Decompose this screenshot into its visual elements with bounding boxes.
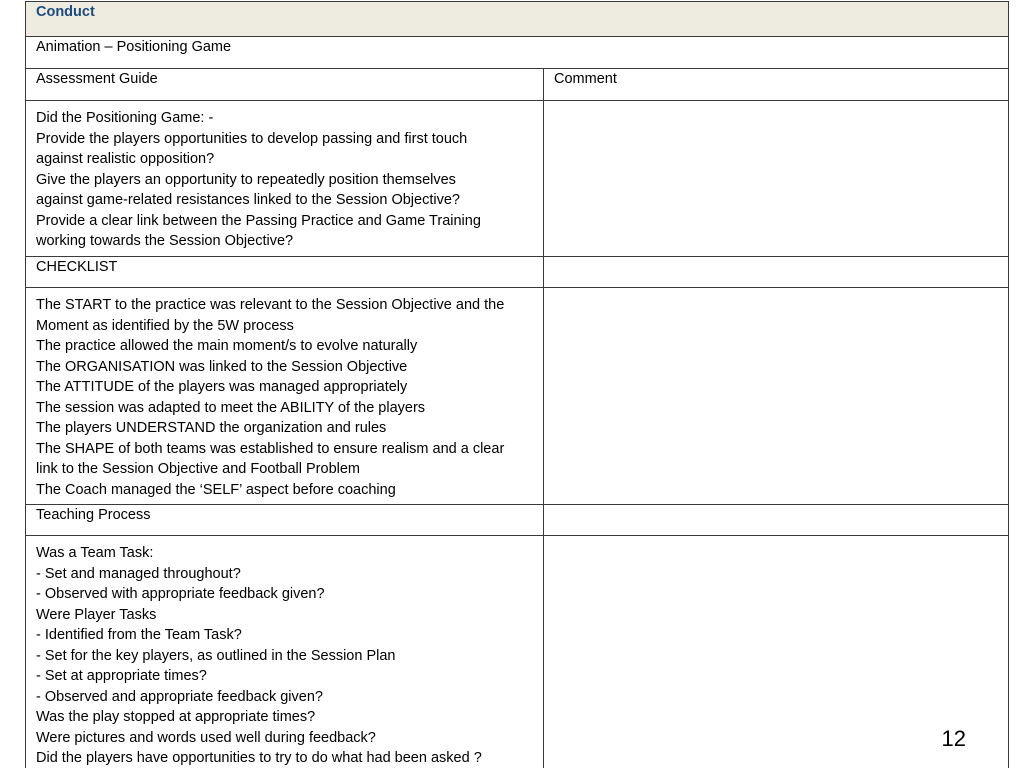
teaching-process-guide: [26, 536, 544, 768]
teaching-process-heading-row: [26, 505, 1009, 536]
subtitle-row: [26, 37, 1009, 69]
teaching-line: - Set for the key players, as outlined in the Session Plan: [36, 647, 396, 664]
teaching-line: Were Player Tasks: [36, 606, 157, 623]
guide-line: working towards the Session Objective?: [36, 233, 294, 249]
checklist-line: The ATTITUDE of the players was managed appropriately: [36, 379, 408, 395]
teaching-process-heading-comment[interactable]: [544, 505, 1009, 536]
teaching-line: Did the players have opportunities to try to do what had been asked ?: [36, 750, 482, 766]
title-row: [26, 2, 1009, 37]
checklist-line: link to the Session Objective and Football Problem: [36, 461, 361, 477]
positioning-game-row: [26, 101, 1009, 257]
checklist-heading-row: [26, 257, 1009, 288]
checklist-comment[interactable]: [544, 288, 1009, 505]
checklist-line: The SHAPE of both teams was established to ensure realism and a clear: [36, 440, 505, 457]
checklist-line: The players UNDERSTAND the organization and rules: [36, 420, 387, 436]
checklist-line: The Coach managed the ‘SELF’ aspect before coaching: [36, 481, 396, 498]
teaching-process-heading: Teaching Process: [26, 505, 544, 536]
positioning-game-comment[interactable]: [544, 101, 1009, 257]
teaching-line: - Identified from the Team Task?: [36, 627, 242, 643]
teaching-process-comment[interactable]: [544, 536, 1009, 768]
slide-number: 12: [941, 726, 966, 751]
checklist-heading: CHECKLIST: [26, 257, 544, 288]
teaching-line: Was a Team Task:: [36, 545, 154, 561]
assessment-guide-header: Assessment Guide: [26, 69, 544, 101]
guide-line: against realistic opposition?: [36, 151, 215, 167]
guide-line: against game-related resistances linked to the Session Objective?: [36, 192, 460, 208]
comment-header: Comment: [544, 69, 1009, 101]
checklist-line: The session was adapted to meet the ABILITY of the players: [36, 399, 426, 416]
teaching-process-row: [26, 536, 1009, 768]
teaching-line: Was the play stopped at appropriate times?: [36, 709, 316, 725]
guide-line: Provide the players opportunities to develop passing and first touch: [36, 130, 468, 147]
teaching-line: - Set at appropriate times?: [36, 668, 207, 684]
checklist-heading-comment[interactable]: [544, 257, 1009, 288]
checklist-row: [26, 288, 1009, 505]
section-title: Conduct: [26, 2, 1009, 37]
checklist-line: The START to the practice was relevant to the Session Objective and the: [36, 297, 505, 313]
teaching-line: - Observed and appropriate feedback given?: [36, 688, 323, 705]
checklist-line: The practice allowed the main moment/s to evolve naturally: [36, 338, 418, 354]
checklist-guide: [26, 288, 544, 505]
teaching-line: - Set and managed throughout?: [36, 565, 241, 582]
teaching-line: - Observed with appropriate feedback given?: [36, 586, 325, 602]
checklist-line: The ORGANISATION was linked to the Session Objective: [36, 358, 408, 375]
column-header-row: [26, 69, 1009, 101]
section-subtitle: Animation – Positioning Game: [26, 37, 1009, 69]
checklist-line: Moment as identified by the 5W process: [36, 317, 294, 334]
positioning-game-guide: [26, 101, 544, 257]
assessment-table: [25, 1, 1009, 768]
guide-line: Provide a clear link between the Passing Practice and Game Training: [36, 212, 481, 229]
guide-line: Give the players an opportunity to repeatedly position themselves: [36, 171, 456, 188]
guide-line: Did the Positioning Game: -: [36, 110, 214, 126]
teaching-line: Were pictures and words used well during feedback?: [36, 729, 376, 746]
